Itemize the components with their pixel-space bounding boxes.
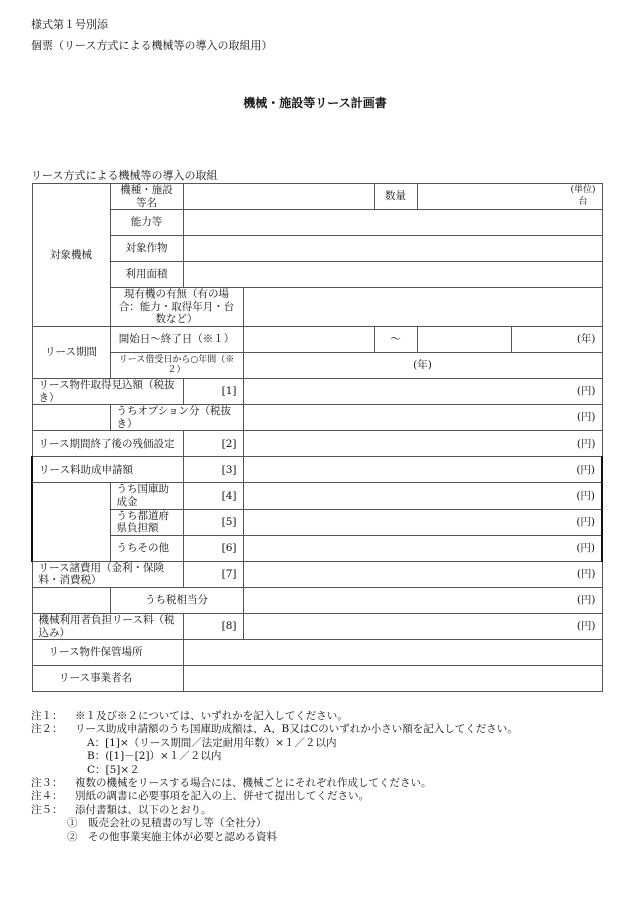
quantity-field[interactable]	[417, 184, 602, 210]
yen-unit: (円)	[576, 385, 596, 398]
other-field[interactable]	[243, 535, 602, 561]
area-label: 利用面積	[110, 262, 183, 288]
start-end-label: 開始日～終了日（※１）	[110, 326, 243, 352]
machine-group-label: 対象機械	[32, 184, 110, 327]
years-unit-2: (年)	[413, 359, 432, 372]
residual-ref: [2]	[183, 431, 243, 457]
quantity-label: 数量	[374, 184, 417, 210]
option-label: うちオプション分（税抜き）	[110, 405, 243, 431]
note-1-key: 注１：	[31, 710, 63, 722]
start-date-field[interactable]	[243, 326, 374, 352]
yen-unit: (円)	[576, 411, 596, 424]
yen-unit: (円)	[576, 463, 596, 476]
storage-field[interactable]	[183, 640, 602, 666]
area-field[interactable]	[183, 262, 602, 288]
existing-machine-label: 現有機の有無（有の場合：能力・取得年月・台数など）	[110, 288, 243, 327]
prefecture-label: うち都道府県負担額	[110, 509, 183, 535]
lessor-label: リース事業者名	[32, 666, 183, 692]
prefecture-field[interactable]	[243, 509, 602, 535]
note-5-item-1: ① 販売会社の見積書の写し等（全社分）	[67, 817, 267, 830]
expenses-label: リース諸費用（金利・保険料・消費税）	[32, 561, 183, 587]
note-2-a: A：[1]×（リース期間／法定耐用年数）×１／２以内	[87, 736, 337, 749]
note-3-text: 複数の機械をリースする場合には、機械ごとにそれぞれ作成してください。	[75, 777, 432, 790]
notes	[31, 710, 518, 844]
yen-unit: (円)	[576, 437, 596, 450]
acquisition-ref: [1]	[183, 378, 243, 404]
user-fee-label: 機械利用者負担リース料（税込み）	[32, 613, 183, 639]
tax-field[interactable]	[243, 587, 602, 613]
note-2-b: B：([1]－[2]）×１／２以内	[87, 750, 222, 763]
user-fee-ref: [8]	[183, 613, 243, 639]
national-field[interactable]	[243, 483, 602, 509]
note-2-c: C：[5]×２	[87, 763, 140, 776]
yen-unit: (円)	[576, 568, 596, 581]
lease-plan-table	[31, 183, 603, 692]
tax-label: うち税相当分	[110, 587, 243, 613]
note-5-key: 注５：	[31, 803, 63, 816]
form-subtitle: 個票（リース方式による機械等の導入の取組用）	[31, 39, 273, 52]
note-4-key: 注４：	[31, 790, 63, 803]
lessor-field[interactable]	[183, 666, 602, 692]
note-3-key: 注３：	[31, 777, 63, 790]
unit-label-top: (単位)	[570, 184, 596, 195]
note-1-text: ※１及び※２については、いずれかを記入してください。	[75, 710, 348, 722]
from-receipt-field[interactable]	[243, 352, 602, 378]
national-ref: [4]	[183, 483, 243, 509]
expenses-field[interactable]	[243, 561, 602, 587]
section-heading: リース方式による機械等の導入の取組	[31, 169, 218, 182]
subsidy-field[interactable]	[243, 457, 602, 483]
note-5-item-2: ② その他事業実施主体が必要と認める資料	[67, 830, 277, 843]
tilde-mark: ～	[374, 326, 417, 352]
national-label: うち国庫助成金	[110, 483, 183, 509]
note-2-text: リース助成申請額のうち国庫助成額は、A、B又はCのいずれか小さい額を記入してください。	[75, 723, 518, 736]
page-title: 機械・施設等リース計画書	[243, 96, 387, 110]
user-fee-field[interactable]	[243, 613, 602, 639]
end-date-field[interactable]	[417, 326, 511, 352]
form-number: 様式第１号別添	[31, 18, 108, 31]
yen-unit: (円)	[576, 489, 596, 502]
storage-label: リース物件保管場所	[32, 640, 183, 666]
subsidy-ref: [3]	[183, 457, 243, 483]
other-label: うちその他	[110, 535, 183, 561]
residual-label: リース期間終了後の残価設定	[32, 431, 183, 457]
lease-period-label: リース期間	[32, 326, 110, 378]
note-2-key: 注２：	[31, 723, 63, 736]
type-name-label: 機種・施設等名	[110, 184, 183, 210]
from-receipt-label: リース借受日から○年間（※２）	[110, 352, 243, 378]
note-5-text: 添付書類は、以下のとおり。	[75, 803, 212, 816]
option-field[interactable]	[243, 405, 602, 431]
acquisition-label: リース物件取得見込額（税抜き）	[32, 378, 183, 404]
yen-unit: (円)	[576, 620, 596, 633]
years-unit: (年)	[511, 326, 602, 352]
capacity-label: 能力等	[110, 210, 183, 236]
quantity-unit	[424, 185, 596, 208]
crop-label: 対象作物	[110, 236, 183, 262]
residual-field[interactable]	[243, 431, 602, 457]
capacity-field[interactable]	[183, 210, 602, 236]
yen-unit: (円)	[576, 541, 596, 554]
type-name-field[interactable]	[183, 184, 374, 210]
other-ref: [6]	[183, 535, 243, 561]
yen-unit: (円)	[576, 594, 596, 607]
expenses-ref: [7]	[183, 561, 243, 587]
note-4-text: 別紙の調書に必要事項を記入の上、併せて提出してください。	[75, 790, 369, 803]
yen-unit: (円)	[576, 515, 596, 528]
unit-label-bottom: 台	[578, 196, 588, 207]
acquisition-field[interactable]	[243, 378, 602, 404]
crop-field[interactable]	[183, 236, 602, 262]
subsidy-label: リース料助成申請額	[32, 457, 183, 483]
prefecture-ref: [5]	[183, 509, 243, 535]
existing-machine-field[interactable]	[243, 288, 602, 327]
